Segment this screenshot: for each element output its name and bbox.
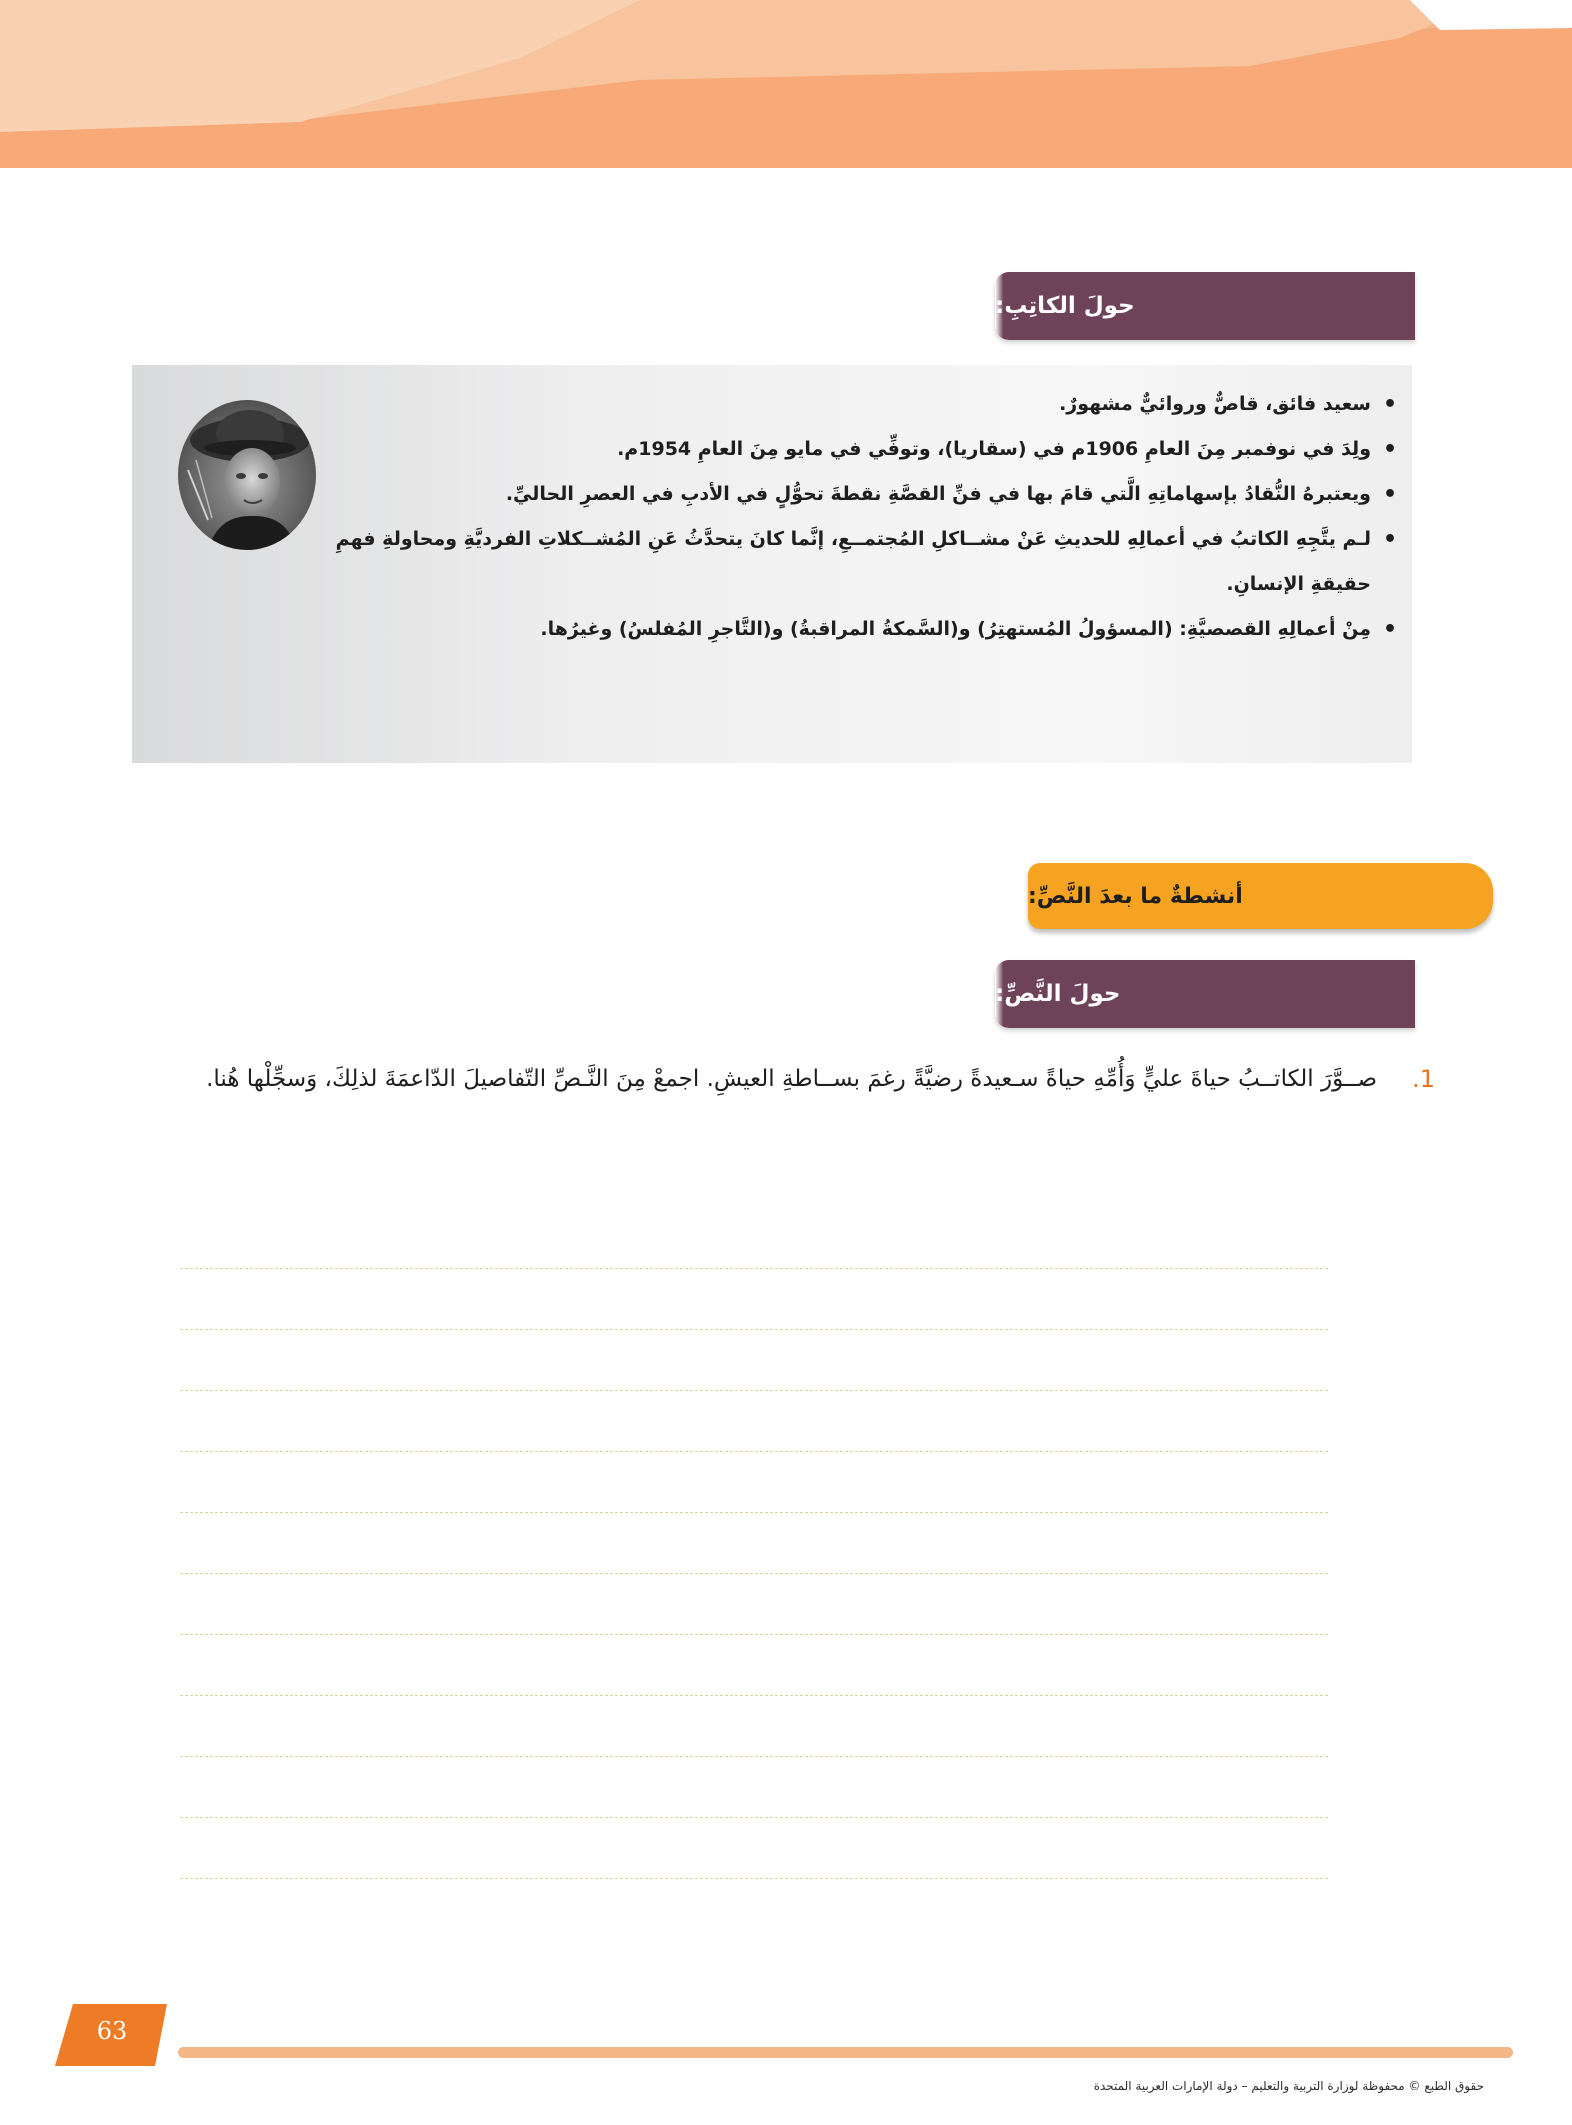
about-author-header <box>995 272 1415 340</box>
answer-line[interactable] <box>180 1818 1328 1879</box>
post-text-tag-label: أنشطةٌ ما بعدَ النَّصِّ: <box>1028 883 1243 909</box>
answer-line[interactable] <box>180 1208 1328 1269</box>
answer-line[interactable] <box>180 1513 1328 1574</box>
answer-line[interactable] <box>180 1574 1328 1635</box>
question-1 <box>145 1050 1435 1108</box>
bio-item: • ويعتبرهُ النُّقادُ بإسهاماتِهِ الَّتي قامَ بها في فنِّ القصَّةِ نقطةَ تحوُّلٍ في الأدبِ في العصرِ الحاليِّ. <box>332 472 1397 517</box>
bio-item: • لـم يتَّجِهِ الكاتبُ في أعمالِهِ للحديثِ عَنْ مشــاكلِ المُجتمــعِ، إنَّما كانَ يتحدَّثُ عَنِ المُشــكلاتِ الفرديَّةِ ومحاولةِ فهمِ حقيقةِ الإنسانِ. <box>332 517 1397 607</box>
question-text: صــوَّرَ الكاتــبُ حياةَ عليٍّ وَأُمِّهِ حياةً سـعيدةً رضيَّةً رغمَ بســاطةِ العيشِ. اجمعْ مِنَ النَّـصِّ التّفاصيلَ الدّاعمَةَ لذلِكَ، وَسجِّلْها هُنا. <box>206 1066 1377 1092</box>
page-number: 63 <box>96 2017 128 2045</box>
bio-item: • سعيد فائق، قاصٌّ وروائيٌّ مشهورٌ. <box>332 382 1397 427</box>
answer-line[interactable] <box>180 1696 1328 1757</box>
answer-line[interactable] <box>180 1269 1328 1330</box>
footer-bar <box>178 2047 1513 2058</box>
answer-line[interactable] <box>180 1452 1328 1513</box>
answer-line[interactable] <box>180 1635 1328 1696</box>
top-banner <box>0 0 1572 168</box>
question-number: 1. <box>1412 1065 1435 1093</box>
answer-line[interactable] <box>180 1330 1328 1391</box>
about-text-title: حولَ النَّصِّ: <box>995 981 1121 1007</box>
answer-line[interactable] <box>180 1391 1328 1452</box>
about-text-header <box>995 960 1415 1028</box>
answer-area[interactable] <box>180 1208 1328 1879</box>
answer-line[interactable] <box>180 1757 1328 1818</box>
bio-item: • مِنْ أعمالِهِ القصصيَّةِ: (المسؤولُ المُستهتِرُ) و(السَّمكةُ المراقبةُ) و(التَّاجرِ المُفلسُ) وغيرُها. <box>332 607 1397 652</box>
post-text-activities-tag <box>1028 863 1493 929</box>
bio-item: • ولِدَ في نوفمبر مِنَ العامِ 1906م في (سقاريا)، وتوفِّي في مايو مِنَ العامِ 1954م. <box>332 427 1397 472</box>
author-portrait <box>178 400 316 550</box>
copyright-notice: حقوق الطبع © محفوظة لوزارة التربية والتعليم – دولة الإمارات العربية المتحدة <box>1093 2079 1484 2093</box>
about-author-title: حولَ الكاتِبِ: <box>995 293 1135 319</box>
author-bio-list <box>332 382 1397 652</box>
